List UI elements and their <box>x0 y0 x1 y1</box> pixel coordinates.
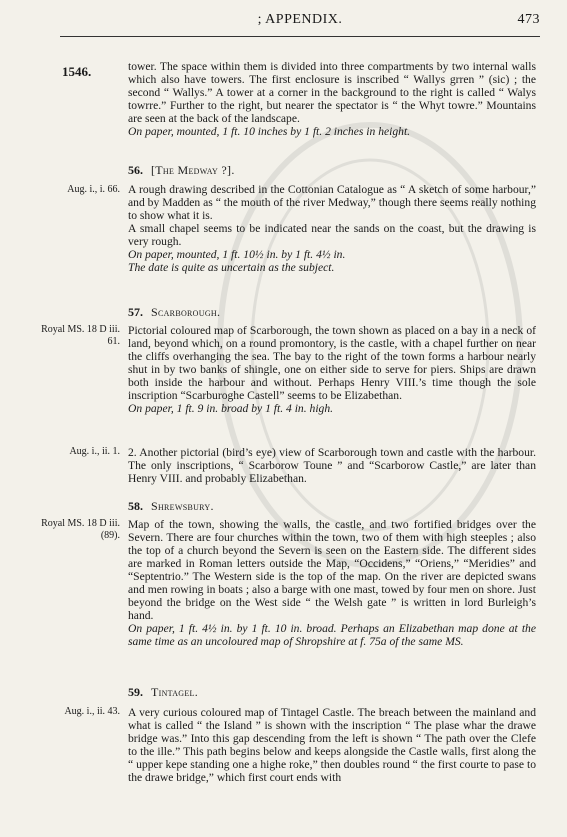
margin-reference: Royal MS. 18 D iii. 61. <box>41 324 120 347</box>
header-rule <box>60 36 540 37</box>
section-57-body-2 <box>128 446 536 485</box>
section-58-paragraph-1: Map of the town, showing the walls, the castle, and two fortified bridges over the Severn. There are four churches within the town, two of them with high steeples ; also the top of a church beyond the Severn is seen on the Eastern side. The different sides are marked in Roman letters outside the Map, “Occidens,” “Oriens,” “Meridies” and “Septentrio.” The Western side is the top of the map. On the river are depicted swans and men rowing in boats ; also a barge with one mast, towed by four men on shore. Just beyond the bridge on the West side “ the Welsh gate ” is written in lord Burleigh’s hand. <box>128 518 536 622</box>
intro-paragraph: tower. The space within them is divided into three compartments by two internal walls which also have towers. The first enclosure is inscribed “ Wallys grren ” (sic) ; the second “ Wallys.” A tower at a corner in the background to the right is called “ Walys towrre.” Further to the right, but nearer the spectator is “ the Whyt towre.” Mountains are seen at the back of the landscape. <box>128 60 536 125</box>
margin-reference: Aug. i., ii. 43. <box>64 706 120 717</box>
section-57-paragraph-2: 2. Another pictorial (bird’s eye) view of Scarborough town and castle with the harbour. The only inscriptions, “ Scarborow Toune ” and “Scarborow Castle,” are later than Henry VIII. and probably Elizabethan. <box>128 446 536 485</box>
margin-reference: Royal MS. 18 D iii. (89). <box>41 518 120 541</box>
margin-year: 1546. <box>62 64 92 79</box>
section-58-dimensions-note <box>128 622 536 648</box>
section-56-date-note: The date is quite as uncertain as the subject. <box>128 261 335 274</box>
margin-reference: Aug. i., ii. 1. <box>69 446 120 457</box>
section-58-body <box>128 518 536 648</box>
section-58-note: Perhaps an Elizabethan map done at the same time as an uncoloured map of Shropshire at f. 75a of the same MS. <box>128 622 536 648</box>
section-56-dimensions: On paper, mounted, 1 ft. 10½ in. by 1 ft. 4½ in. <box>128 248 346 261</box>
section-title: Tintagel. <box>151 685 199 699</box>
section-title: Scarborough. <box>151 305 221 319</box>
section-number: 56. <box>128 163 143 177</box>
section-59-heading <box>128 686 536 699</box>
intro-section <box>128 60 536 138</box>
running-title: ; APPENDIX. <box>257 12 343 27</box>
section-title: Shrewsbury. <box>151 499 214 513</box>
section-57-body <box>128 324 536 415</box>
page-number: 473 <box>517 12 540 27</box>
section-title: [The Medway ?]. <box>151 163 235 177</box>
section-56-paragraph-2: A small chapel seems to be indicated near the sands on the coast, but the drawing is very rough. <box>128 222 536 248</box>
section-number: 57. <box>128 305 143 319</box>
section-number: 59. <box>128 685 143 699</box>
section-59-paragraph-1: A very curious coloured map of Tintagel Castle. The breach between the mainland and what is called “ the Island ” is shown with the inscription “ The plase whar the drawe bridge was.” Into this gap descending from the left is shown “ The path over the Clefe to the ille.” This path begins below and keeps alongside the Castle walls, first along the “ upper kepe standing one a highe roke,” then doubles round “ the first courte to pase to the drawe bridge,” which first court ends with <box>128 706 536 784</box>
margin-reference: Aug. i., i. 66. <box>67 184 120 195</box>
section-number: 58. <box>128 499 143 513</box>
section-57-paragraph-1: Pictorial coloured map of Scarborough, the town shown as placed on a bay in a neck of land, beyond which, on a round promontory, is the castle, with a chapel further on near the cliffs overhanging the sea. The bay to the right of the town forms a harbour nearly shut in by two banks of shingle, one on either side to serve for piers. Ships are drawn both inside the harbour and without. Perhaps Henry VIII.’s time though the sole inscription “Scarburoghe Castell” seems to be Elizabethan. <box>128 324 536 402</box>
running-header <box>60 12 540 32</box>
section-59-body <box>128 706 536 784</box>
section-56-heading <box>128 164 536 177</box>
section-57-dimensions: On paper, 1 ft. 9 in. broad by 1 ft. 4 in. high. <box>128 402 334 415</box>
intro-dimensions: On paper, mounted, 1 ft. 10 inches by 1 ft. 2 inches in height. <box>128 125 411 138</box>
section-57-heading <box>128 306 536 319</box>
section-58-dimensions: On paper, 1 ft. 4½ in. by 1 ft. 10 in. broad. <box>128 622 337 635</box>
section-56-paragraph-1: A rough drawing described in the Cottonian Catalogue as “ A sketch of some harbour,” and by Madden as “ the mouth of the river Medway,” though there seems really nothing to show what it is. <box>128 183 536 222</box>
section-58-heading <box>128 500 536 513</box>
section-56-body <box>128 183 536 274</box>
